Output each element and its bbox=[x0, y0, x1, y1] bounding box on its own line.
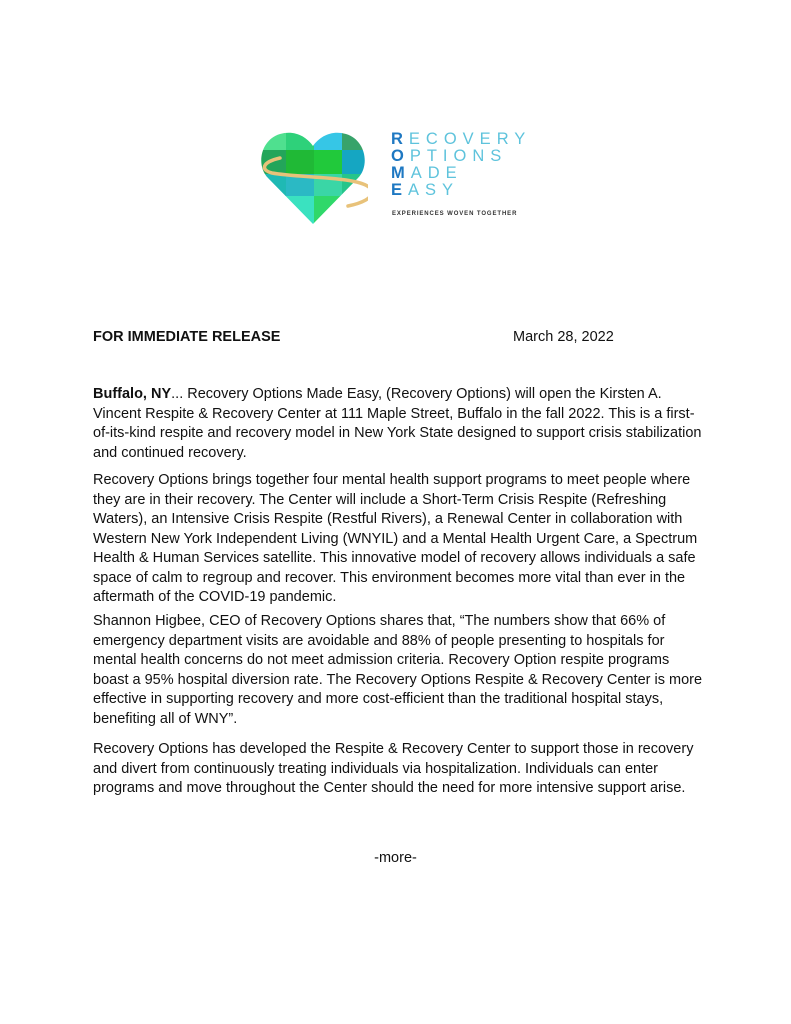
brand-initial: M bbox=[391, 164, 411, 182]
brand-initial: O bbox=[391, 147, 410, 165]
brand-initial: E bbox=[391, 181, 409, 199]
release-date: March 28, 2022 bbox=[513, 329, 614, 345]
brand-word: ASY bbox=[408, 181, 460, 199]
continued-marker: -more- bbox=[374, 850, 417, 866]
paragraph-programs: Recovery Options brings together four mental health support programs to meet people where they are in their recovery. The Center will include a Short-Term Crisis Respite (Refreshing Waters), an Intensive Crisis Respite (Restful Rivers), a Renewal Center in collaboration with Western New York Independent Living (WNYIL) and a Mental Health Urgent Care, a Spectrum Health & Human Services satellite. This innovative model of recovery allows individuals a safe space of calm to regroup and recover. This environment becomes more vital than ever in the aftermath of the COVID-19 pandemic. bbox=[93, 472, 698, 605]
paragraph-ceo-quote: Shannon Higbee, CEO of Recovery Options shares that, “The numbers show that 66% of emergency department visits are avoidable and 88% of people presenting to hospitals for mental health concerns do not meet admission criteria. Recovery Option respite programs boast a 95% hospital diversion rate. The Recovery Options Respite & Recovery Center is more effective in supporting recovery and more cost-efficient than the traditional hospital stays, benefiting all of WNY”. bbox=[93, 613, 703, 727]
brand-word: ECOVERY bbox=[408, 130, 532, 148]
brand-word: ADE bbox=[410, 164, 463, 182]
paragraph-center-purpose: Recovery Options has developed the Respite & Recovery Center to support those in recovery and divert from continuously treating individuals via hospitalization. Individuals can enter programs and move throughout the Center should the need for more intensive support arise. bbox=[93, 741, 694, 796]
dateline: Buffalo, NY bbox=[93, 386, 172, 402]
brand-initial: R bbox=[391, 130, 409, 148]
paragraph-intro-text: ... Recovery Options Made Easy, (Recovery Options) will open the Kirsten A. Vincent Respite & Recovery Center at 111 Maple Street, Buffalo in the fall 2022. This is a first-of-its-kind respite and recovery model in New York State designed to support crisis stabilization and continued recovery. bbox=[93, 386, 702, 461]
logo-tagline: EXPERIENCES WOVEN TOGETHER bbox=[392, 211, 518, 217]
brand-line-recovery bbox=[391, 131, 531, 148]
paragraph-intro bbox=[93, 385, 703, 463]
brand-line-made bbox=[391, 165, 531, 182]
brand-line-easy bbox=[391, 182, 531, 199]
company-logo bbox=[258, 128, 548, 228]
brand-word: PTIONS bbox=[409, 147, 508, 165]
heart-logo-icon bbox=[258, 128, 368, 228]
release-header bbox=[93, 329, 633, 345]
brand-wordmark bbox=[391, 131, 531, 199]
brand-line-options bbox=[391, 148, 531, 165]
release-label: FOR IMMEDIATE RELEASE bbox=[93, 329, 281, 345]
